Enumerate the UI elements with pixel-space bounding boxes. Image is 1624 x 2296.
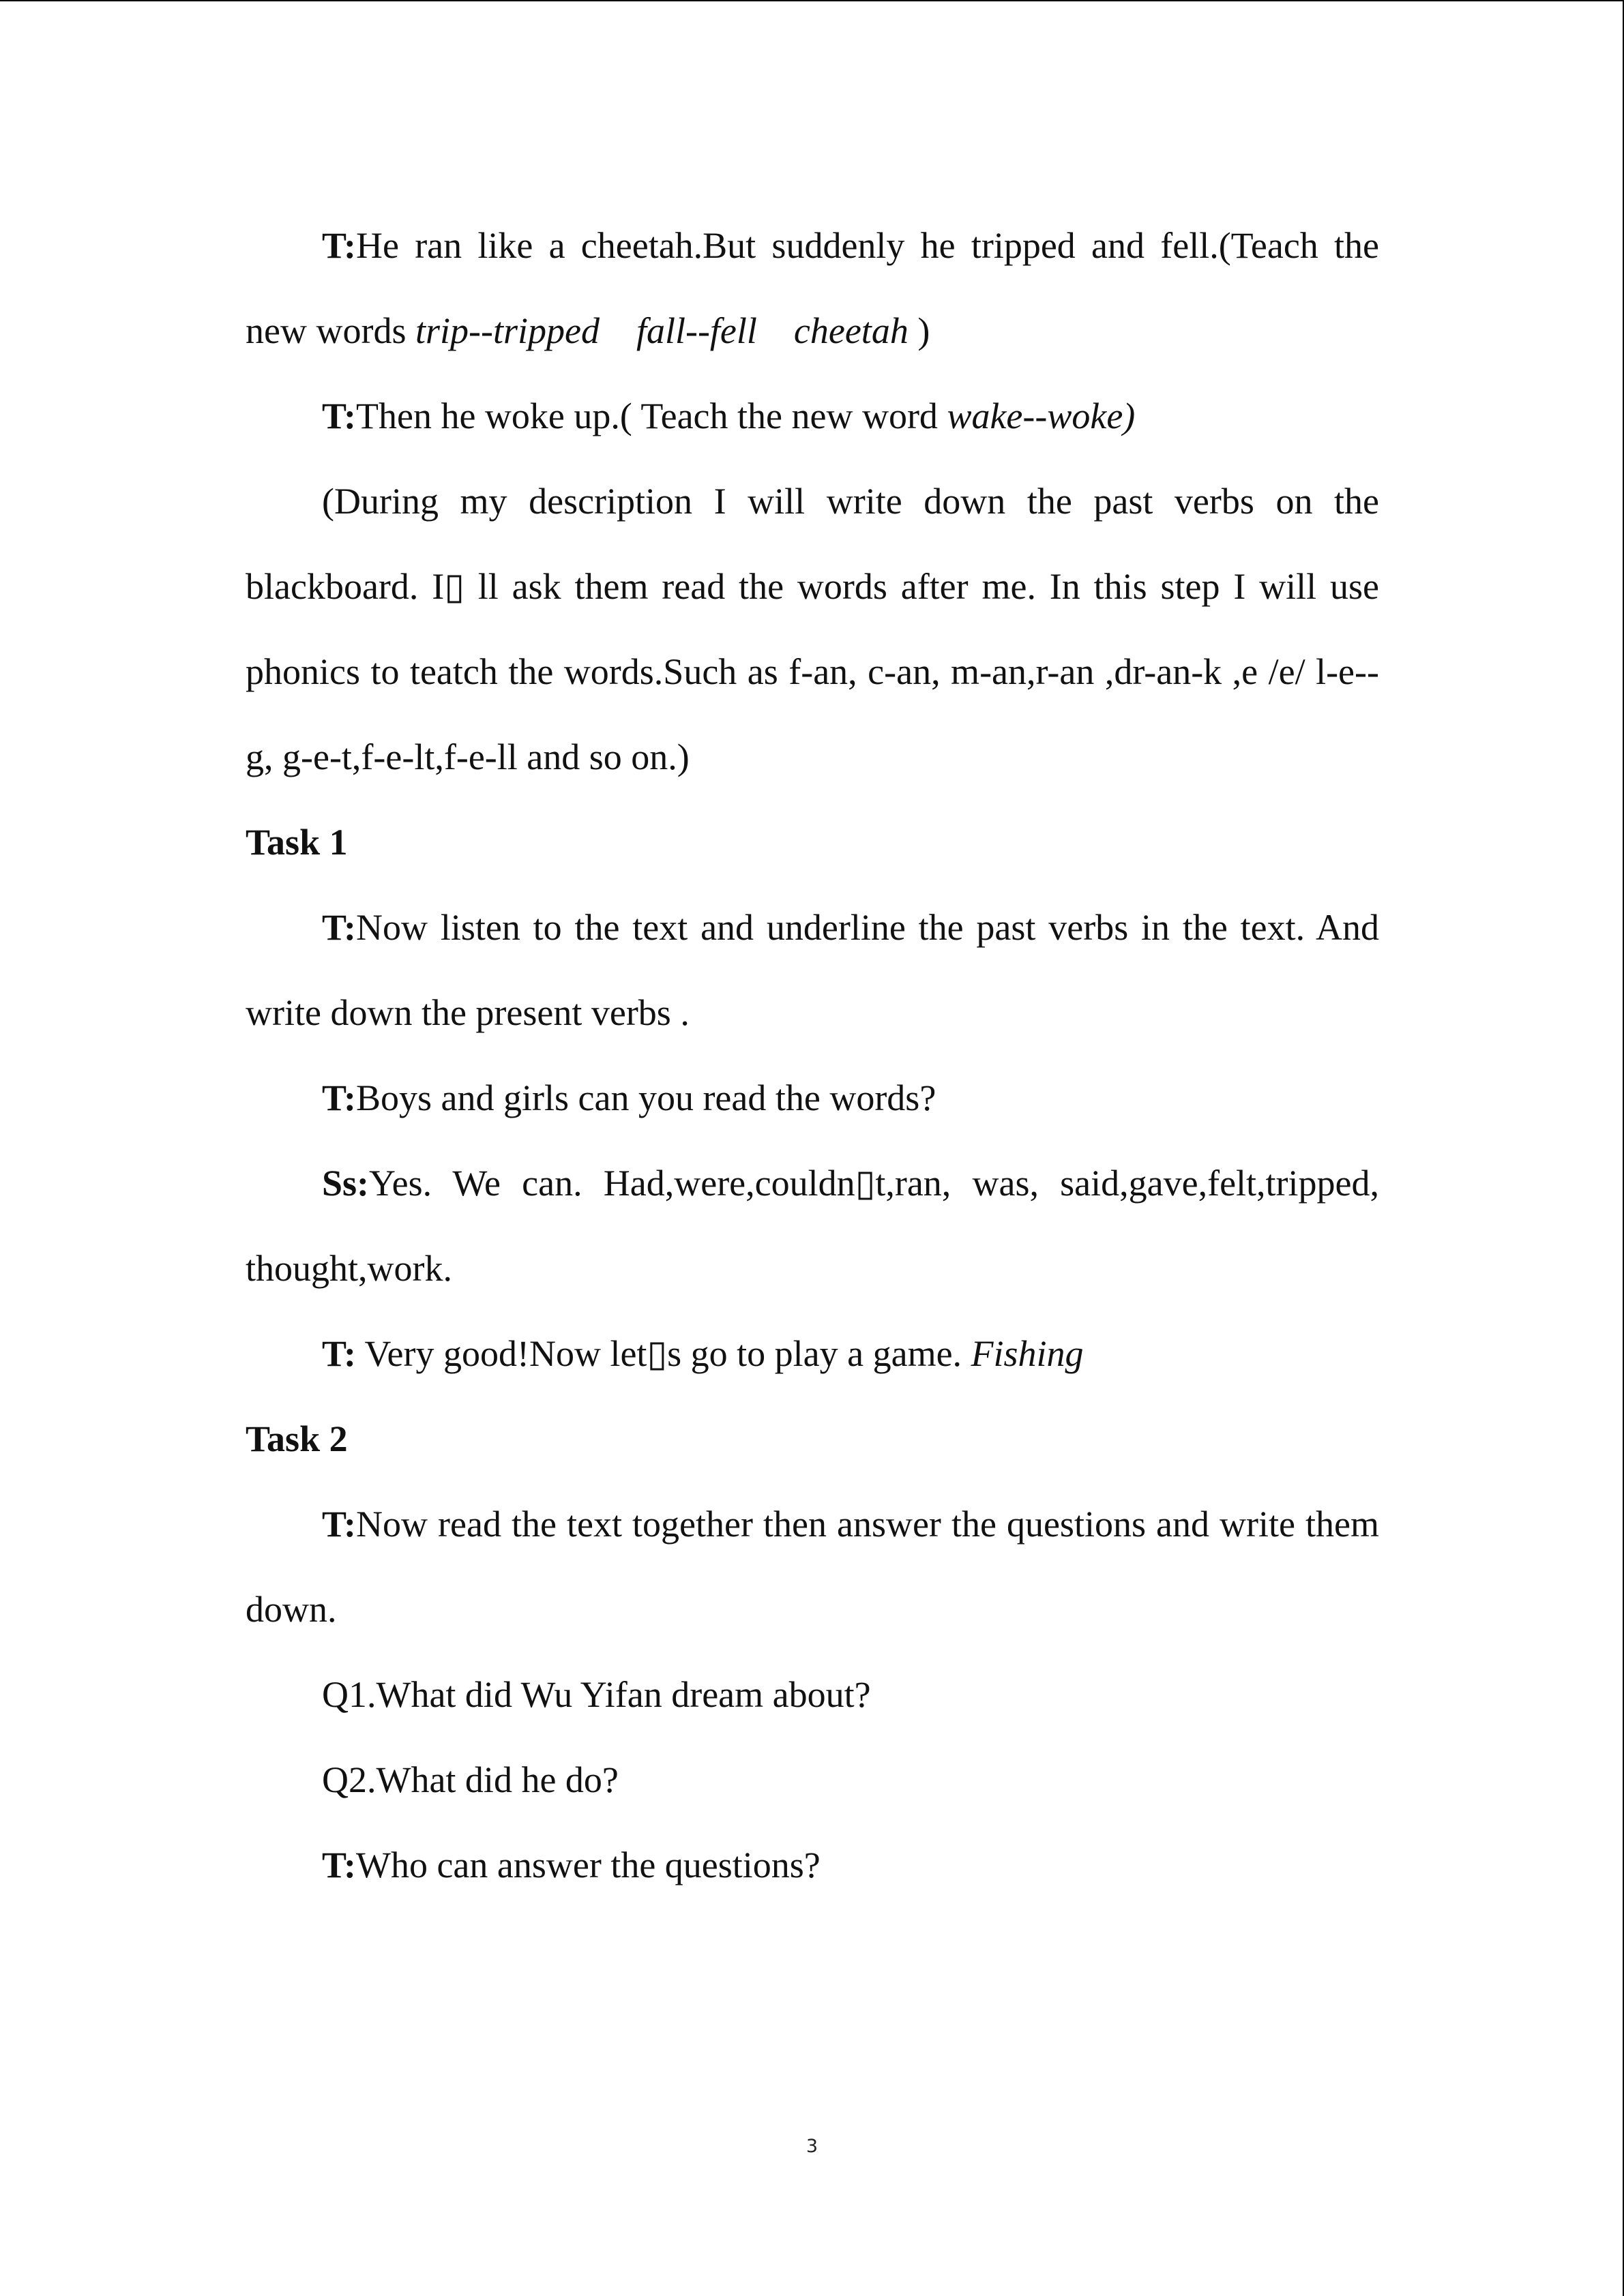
speaker-label: Ss: xyxy=(322,1163,370,1204)
speaker-label: T: xyxy=(322,1333,356,1374)
text-segment: Boys and girls can you read the words? xyxy=(356,1077,936,1118)
paragraph xyxy=(246,459,1379,800)
page-number: 3 xyxy=(806,2136,818,2157)
paragraph xyxy=(246,374,1379,459)
emphasis-text: fall--fell xyxy=(636,310,757,351)
text-segment: Then he woke up.( Teach the new word xyxy=(356,396,947,436)
text-segment: Q2.What did he do? xyxy=(322,1759,619,1800)
emphasis-text: cheetah xyxy=(793,310,909,351)
text-segment xyxy=(600,310,636,351)
paragraph xyxy=(246,885,1379,1056)
speaker-label: Task 1 xyxy=(246,822,348,863)
emphasis-text: Fishing xyxy=(971,1333,1084,1374)
paragraph xyxy=(246,1482,1379,1652)
speaker-label: T: xyxy=(322,225,356,266)
text-segment: Q1.What did Wu Yifan dream about? xyxy=(322,1674,871,1715)
text-segment: He ran like a cheetah.But suddenly he tripped and fell.(Teach the new words xyxy=(246,225,1379,351)
paragraph xyxy=(246,1823,1379,1908)
paragraph xyxy=(246,1738,1379,1823)
paragraph xyxy=(246,203,1379,374)
speaker-label: T: xyxy=(322,1504,356,1545)
emphasis-text: trip--tripped xyxy=(415,310,600,351)
section-heading xyxy=(246,800,1379,885)
speaker-label: T: xyxy=(322,396,356,436)
paragraph xyxy=(246,1311,1379,1397)
text-segment: ) xyxy=(908,310,930,351)
text-segment: (During my description I will write down the past verbs on the blackboard. I▯ ll ask them read the words after me. In this step I will use phonics to teatch the words.Such as f-an, c-an, m-an,r-an ,dr-an-k ,e /e/ l-e--g, g-e-t,f-e-lt,f-e-ll and so on.) xyxy=(246,481,1379,777)
text-segment: Who can answer the questions? xyxy=(356,1845,821,1885)
speaker-label: T: xyxy=(322,1845,356,1885)
speaker-label: T: xyxy=(322,907,356,948)
paragraph xyxy=(246,1652,1379,1738)
text-segment: Yes. We can. Had,were,couldn▯t,ran, was, said,gave,felt,tripped, thought,work. xyxy=(246,1163,1379,1289)
text-segment xyxy=(757,310,794,351)
text-segment: Now read the text together then answer the questions and write them down. xyxy=(246,1504,1379,1630)
speaker-label: T: xyxy=(322,1077,356,1118)
paragraph xyxy=(246,1141,1379,1311)
speaker-label: Task 2 xyxy=(246,1418,348,1459)
paragraph xyxy=(246,1056,1379,1141)
text-segment: Very good!Now let▯s go to play a game. xyxy=(356,1333,971,1374)
text-segment: Now listen to the text and underline the past verbs in the text. And write down the present verbs . xyxy=(246,907,1379,1033)
document-body xyxy=(246,203,1379,1908)
emphasis-text: wake--woke) xyxy=(947,396,1136,436)
section-heading xyxy=(246,1397,1379,1482)
